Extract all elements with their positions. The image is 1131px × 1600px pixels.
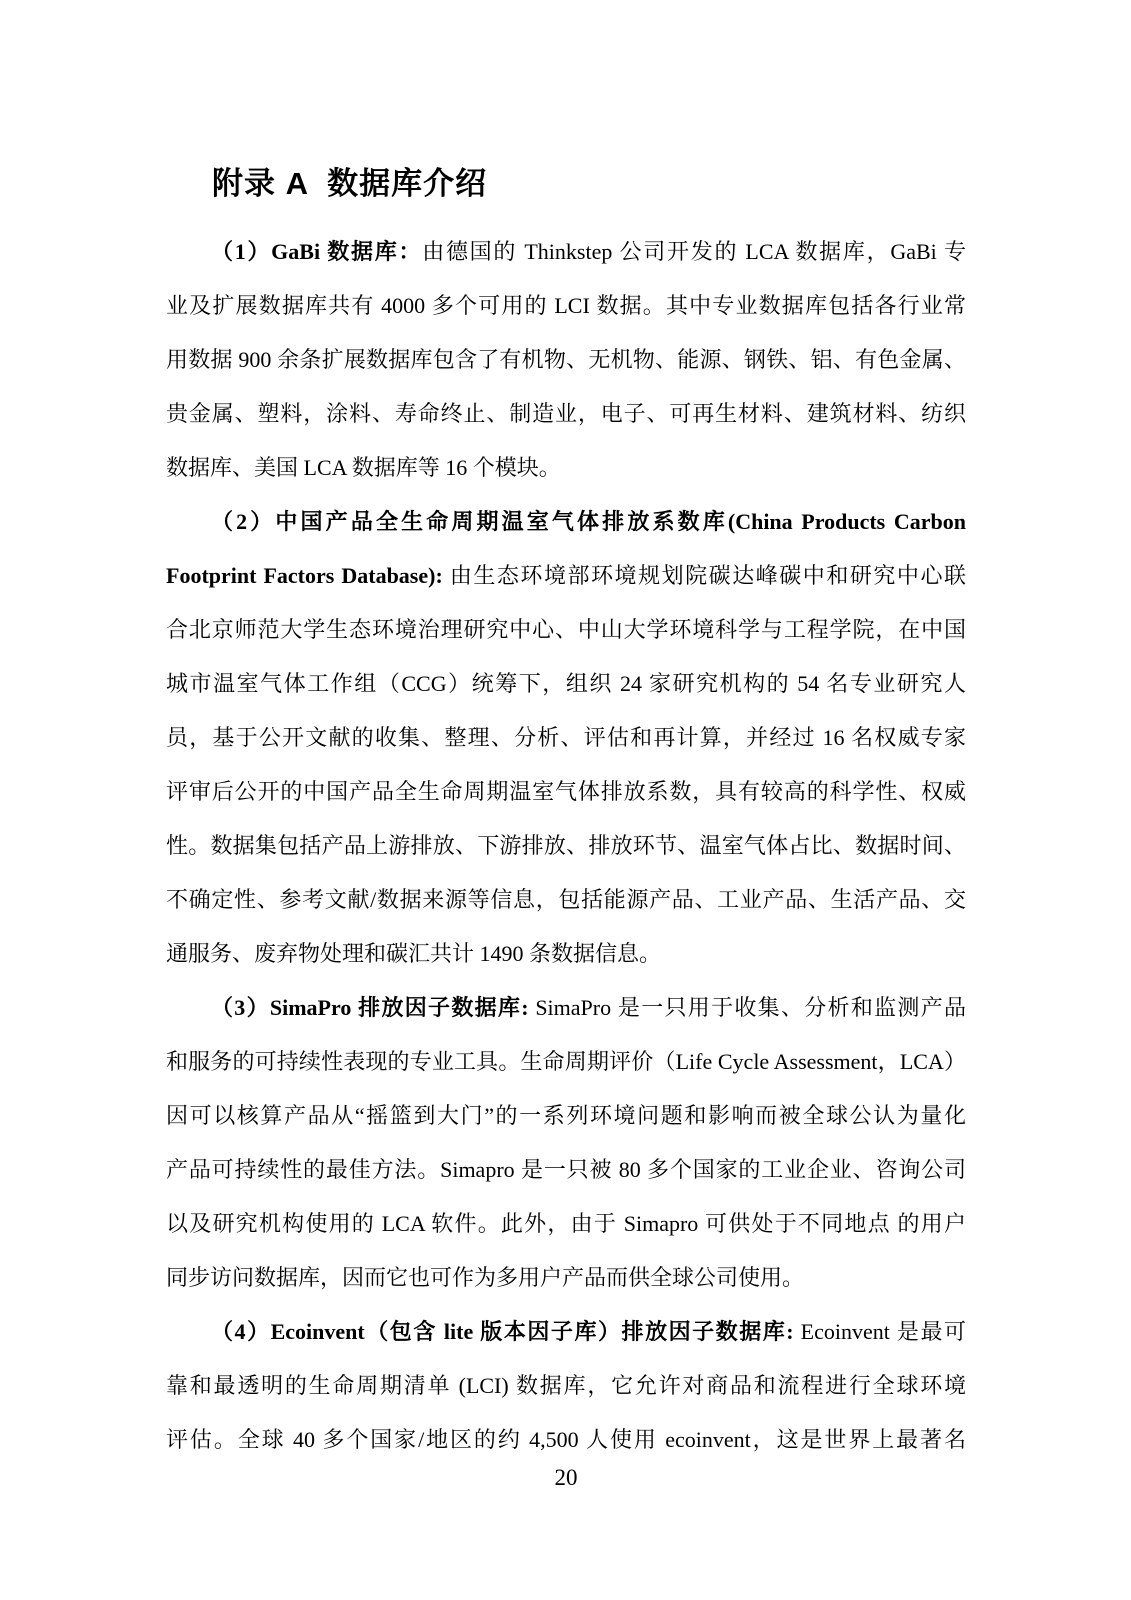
body-text: 评审后公开的中国产品全生命周期温室气体排放系数，具有较高的科学性、权威 xyxy=(166,779,966,804)
text-line xyxy=(166,981,966,1035)
paragraph xyxy=(166,981,966,1305)
text-line xyxy=(166,225,966,279)
body-text: 贵金属、塑料，涂料、寿命终止、制造业，电子、可再生材料、建筑材料、纺织 xyxy=(166,401,966,426)
text-line xyxy=(166,1089,966,1143)
body-text: 合北京师范大学生态环境治理研究中心、中山大学环境科学与工程学院，在中国 xyxy=(166,617,966,642)
body-text: 和服务的可持续性表现的专业工具。生命周期评价（Life Cycle Assessment，LCA） xyxy=(166,1049,966,1074)
body-text: 由德国的 Thinkstep 公司开发的 LCA 数据库，GaBi 专 xyxy=(422,239,966,264)
text-line xyxy=(166,819,966,873)
text-line xyxy=(166,603,966,657)
text-line xyxy=(166,873,966,927)
body-text: 用数据 900 余条扩展数据库包含了有机物、无机物、能源、钢铁、铝、有色金属、 xyxy=(166,347,966,372)
body-text: SimaPro 是一只用于收集、分析和监测产品 xyxy=(528,995,966,1020)
text-line xyxy=(166,1251,966,1305)
bold-text: （3）SimaPro 排放因子数据库: xyxy=(211,995,529,1020)
body-text: 数据库、美国 LCA 数据库等 16 个模块。 xyxy=(166,455,561,480)
body-text: Ecoinvent 是最可 xyxy=(793,1319,966,1344)
body-text: 评估。全球 40 多个国家/地区的约 4,500 人使用 ecoinvent，这是世界上最著名 xyxy=(166,1427,966,1452)
text-line xyxy=(166,495,966,549)
text-line xyxy=(166,549,966,603)
body-text: 业及扩展数据库共有 4000 多个可用的 LCI 数据。其中专业数据库包括各行业常 xyxy=(166,293,966,318)
text-line xyxy=(166,387,966,441)
text-line xyxy=(166,1143,966,1197)
body-text: 靠和最透明的生命周期清单 (LCI) 数据库，它允许对商品和流程进行全球环境 xyxy=(166,1373,966,1398)
text-line xyxy=(166,1359,966,1413)
body-text: 员，基于公开文献的收集、整理、分析、评估和再计算，并经过 16 名权威专家 xyxy=(166,725,966,750)
document-body xyxy=(166,225,966,1467)
text-line xyxy=(166,927,966,981)
body-text: 通服务、废弃物处理和碳汇共计 1490 条数据信息。 xyxy=(166,941,662,966)
text-line xyxy=(166,657,966,711)
bold-text: Footprint Factors Database): xyxy=(166,563,443,588)
body-text: 城市温室气体工作组（CCG）统筹下，组织 24 家研究机构的 54 名专业研究人 xyxy=(166,671,966,696)
body-text: 不确定性、参考文献/数据来源等信息，包括能源产品、工业产品、生活产品、交 xyxy=(166,887,966,912)
body-text: 以及研究机构使用的 LCA 软件。此外，由于 Simapro 可供处于不同地点 的用户 xyxy=(166,1211,966,1236)
bold-text: （1）GaBi 数据库： xyxy=(211,239,423,264)
appendix-heading: 附录 A 数据库介绍 xyxy=(212,166,488,201)
body-text: 产品可持续性的最佳方法。Simapro 是一只被 80 多个国家的工业企业、咨询公司 xyxy=(166,1157,966,1182)
text-line xyxy=(166,1197,966,1251)
text-line xyxy=(166,1305,966,1359)
paragraph xyxy=(166,1305,966,1467)
text-line xyxy=(166,333,966,387)
bold-text: （4）Ecoinvent（包含 lite 版本因子库）排放因子数据库: xyxy=(211,1319,794,1344)
bold-text: （2）中国产品全生命周期温室气体排放系数库(China Products Carbon xyxy=(211,509,966,534)
body-text: 因可以核算产品从“摇篮到大门”的一系列环境问题和影响而被全球公认为量化 xyxy=(166,1103,966,1128)
text-line xyxy=(166,441,966,495)
body-text: 同步访问数据库，因而它也可作为多用户产品而供全球公司使用。 xyxy=(166,1265,805,1290)
body-text: 由生态环境部环境规划院碳达峰碳中和研究中心联 xyxy=(442,563,966,588)
text-line xyxy=(166,279,966,333)
text-line xyxy=(166,1035,966,1089)
page-number: 20 xyxy=(554,1465,578,1490)
body-text: 性。数据集包括产品上游排放、下游排放、排放环节、温室气体占比、数据时间、 xyxy=(166,833,966,858)
paragraph xyxy=(166,225,966,495)
text-line xyxy=(166,765,966,819)
text-line xyxy=(166,711,966,765)
text-line xyxy=(166,1413,966,1467)
paragraph xyxy=(166,495,966,981)
